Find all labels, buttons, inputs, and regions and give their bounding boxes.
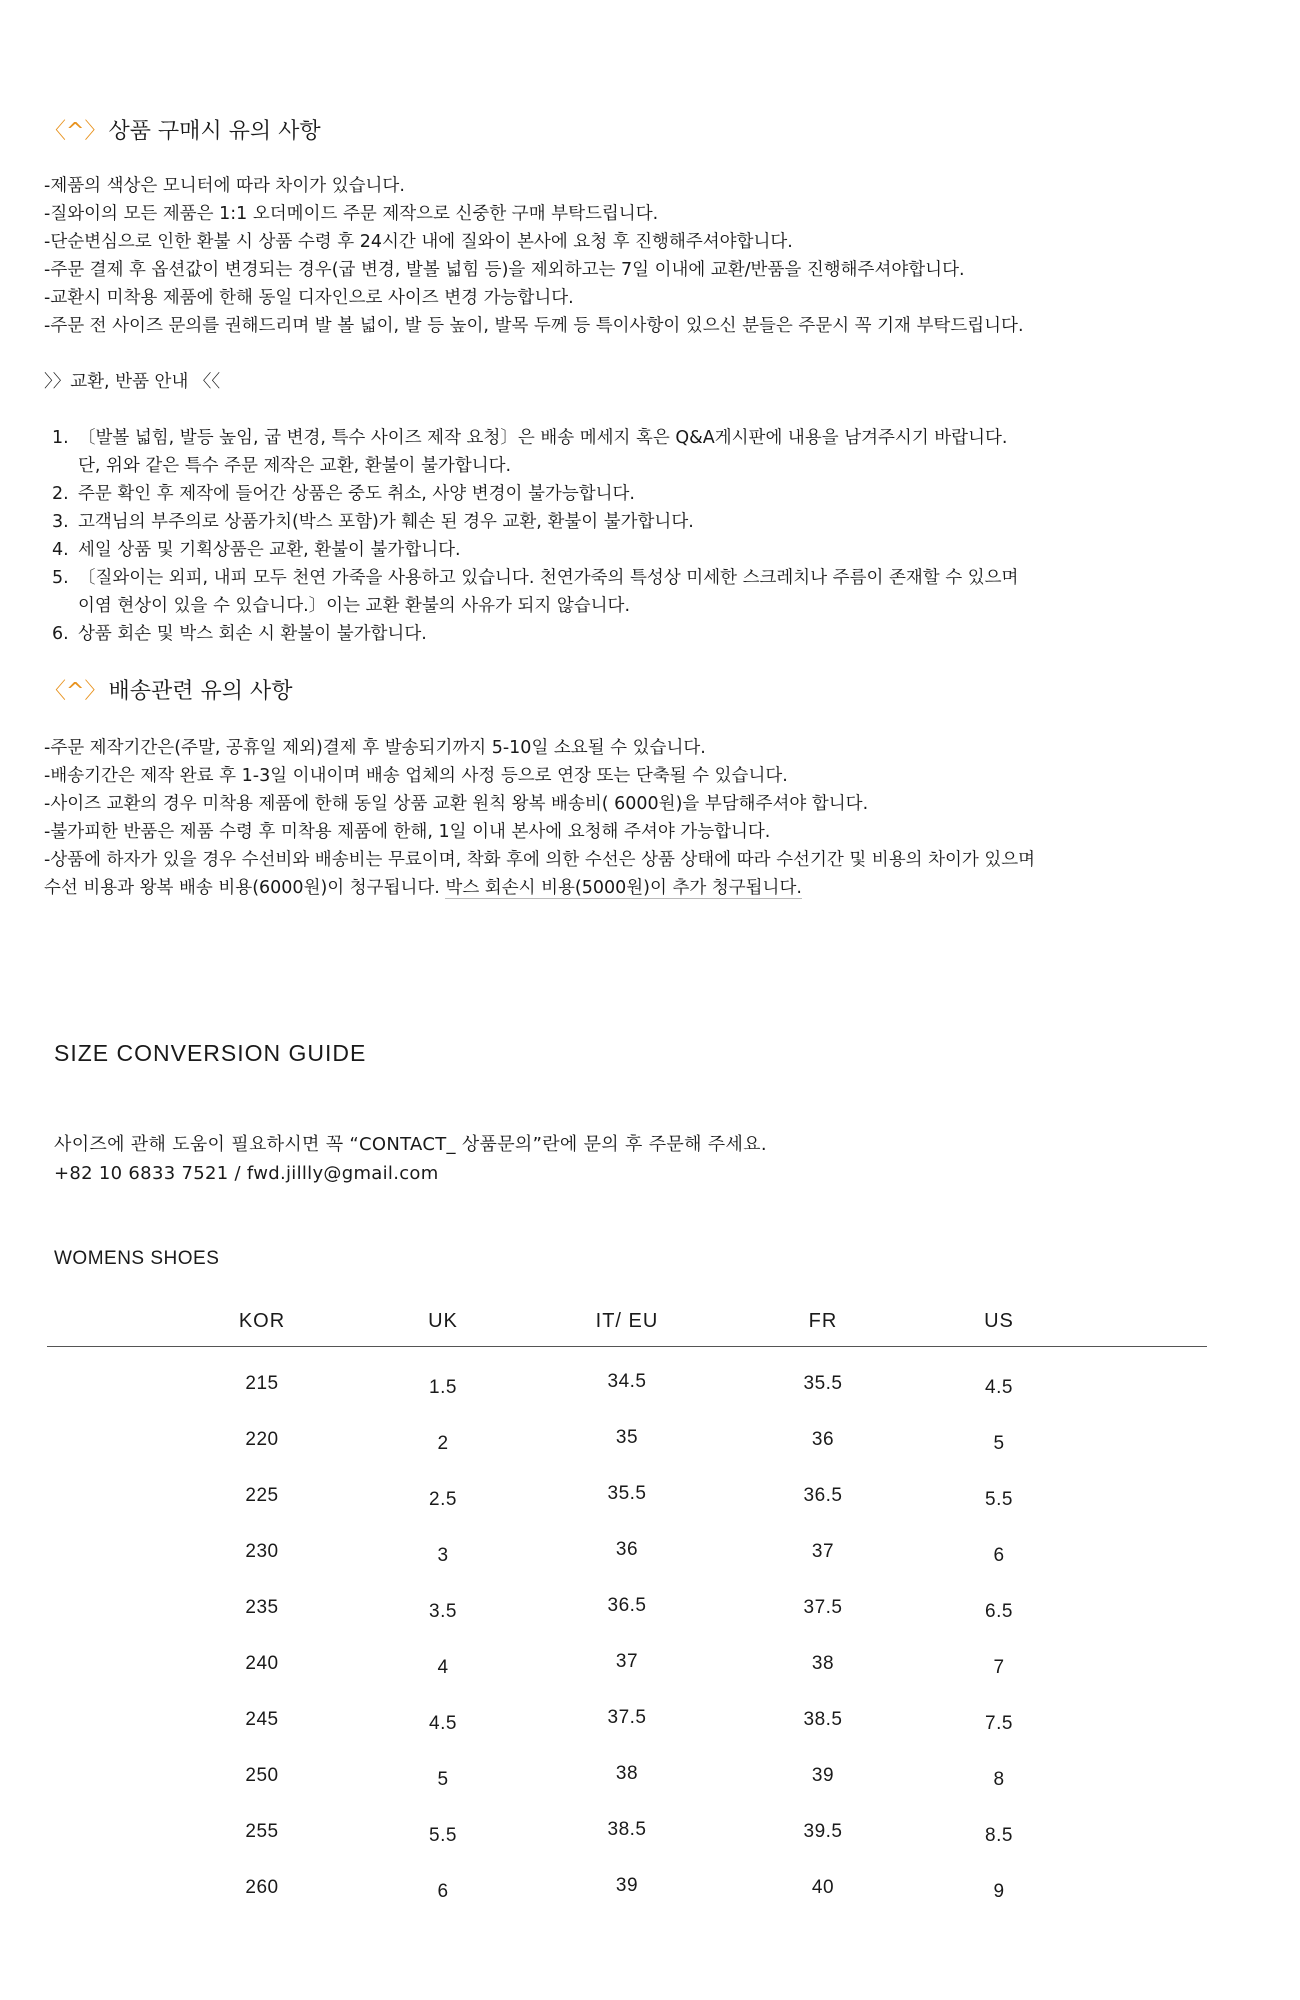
table-cell: 3.5: [429, 1601, 457, 1622]
table-cell: 36: [811, 1429, 835, 1450]
table-body: [47, 1347, 1207, 1907]
table-cell: 2: [437, 1433, 449, 1454]
notice-line: -교환시 미착용 제품에 한해 동일 디자인으로 사이즈 변경 가능합니다.: [44, 288, 574, 308]
purchase-notice-heading: 상품 구매시 유의 사항: [108, 119, 321, 144]
table-cell: 250: [245, 1765, 279, 1786]
table-cell: 35.5: [607, 1483, 647, 1504]
table-cell: 9: [993, 1881, 1005, 1902]
table-cell: 6: [993, 1545, 1005, 1566]
table-row: [47, 1403, 1207, 1459]
column-header: UK: [428, 1310, 458, 1332]
shipping-notice-title: [44, 674, 292, 705]
table-row: [47, 1571, 1207, 1627]
notice-line: -단순변심으로 인한 환불 시 상품 수령 후 24시간 내에 질와이 본사에 요청 후 진행해주셔야합니다.: [44, 232, 793, 252]
column-header: IT/ EU: [595, 1310, 659, 1332]
shipping-line: -상품에 하자가 있을 경우 수선비와 배송비는 무료이며, 착화 후에 의한 수선은 상품 상태에 따라 수선기간 및 비용의 차이가 있으며: [44, 850, 1036, 870]
shipping-line: -배송기간은 제작 완료 후 1-3일 이내이며 배송 업체의 사정 등으로 연장 또는 단축될 수 있습니다.: [44, 766, 788, 786]
shipping-line: -주문 제작기간은(주말, 공휴일 제외)결제 후 발송되기까지 5-10일 소요될 수 있습니다.: [44, 738, 706, 758]
table-cell: 8.5: [985, 1825, 1013, 1846]
table-cell: 5: [437, 1769, 449, 1790]
table-cell: 255: [245, 1821, 279, 1842]
column-header: US: [984, 1310, 1014, 1332]
table-cell: 4: [437, 1657, 449, 1678]
table-cell: 8: [993, 1769, 1005, 1790]
table-cell: 37.5: [607, 1707, 647, 1728]
table-cell: 6.5: [985, 1601, 1013, 1622]
table-cell: 7: [993, 1657, 1005, 1678]
table-cell: 4.5: [985, 1377, 1013, 1398]
table-row: [47, 1851, 1207, 1907]
shipping-line: -사이즈 교환의 경우 미착용 제품에 한해 동일 상품 교환 원칙 왕복 배송비( 6000원)을 부담해주셔야 합니다.: [44, 794, 869, 814]
notice-line: -주문 전 사이즈 문의를 권해드리며 발 볼 넓이, 발 등 높이, 발목 두께 등 특이사항이 있으신 분들은 주문시 꼭 기재 부탁드립니다.: [44, 316, 1024, 336]
table-row: [47, 1347, 1207, 1403]
contact-note: 사이즈에 관해 도움이 필요하시면 꼭 “CONTACT_ 상품문의”란에 문의 후 주문해 주세요.: [54, 1134, 767, 1155]
list-item: 3. 고객님의 부주의로 상품가치(박스 포함)가 훼손 된 경우 교환, 환불이 불가합니다.: [52, 512, 694, 532]
size-category: WOMENS SHOES: [54, 1248, 220, 1269]
table-cell: 37.5: [803, 1597, 843, 1618]
column-header: KOR: [238, 1310, 286, 1332]
table-row: [47, 1515, 1207, 1571]
table-cell: 37: [615, 1651, 639, 1672]
list-item: 1. 〔발볼 넓힘, 발등 높임, 굽 변경, 특수 사이즈 제작 요청〕은 배송 메세지 혹은 Q&A게시판에 내용을 남겨주시기 바랍니다.: [52, 428, 1008, 448]
caret-icon: 〈^〉: [44, 679, 107, 704]
table-cell: 4.5: [429, 1713, 457, 1734]
caret-icon: 〈^〉: [44, 119, 107, 144]
table-cell: 37: [811, 1541, 835, 1562]
table-row: [47, 1739, 1207, 1795]
table-cell: 38.5: [607, 1819, 647, 1840]
table-cell: 230: [245, 1541, 279, 1562]
size-guide-contact: [54, 1130, 767, 1188]
table-cell: 39: [615, 1875, 639, 1896]
table-cell: 215: [245, 1373, 279, 1394]
table-cell: 220: [245, 1429, 279, 1450]
box-damage-fee-note: 박스 회손시 비용(5000원)이 추가 청구됩니다.: [445, 878, 802, 898]
table-cell: 38: [811, 1653, 835, 1674]
table-cell: 39: [811, 1765, 835, 1786]
table-cell: 34.5: [607, 1371, 647, 1392]
size-guide-title: SIZE CONVERSION GUIDE: [54, 1040, 367, 1066]
table-row: [47, 1683, 1207, 1739]
shipping-notice-heading: 배송관련 유의 사항: [108, 679, 293, 704]
table-cell: 2.5: [429, 1489, 457, 1510]
exchange-heading: 〉〉교환, 반품 안내 〈〈: [44, 372, 221, 392]
purchase-notice-list: [44, 172, 1024, 340]
list-item-continuation: 이염 현상이 있을 수 있습니다.〕이는 교환 환불의 사유가 되지 않습니다.: [78, 596, 631, 616]
table-cell: 36.5: [607, 1595, 647, 1616]
table-cell: 260: [245, 1877, 279, 1898]
table-row: [47, 1795, 1207, 1851]
table-cell: 7.5: [985, 1713, 1013, 1734]
contact-info: +82 10 6833 7521 / fwd.jillly@gmail.com: [54, 1163, 439, 1184]
table-cell: 39.5: [803, 1821, 843, 1842]
table-cell: 40: [811, 1877, 835, 1898]
table-cell: 225: [245, 1485, 279, 1506]
size-table: [47, 1300, 1207, 1907]
notice-line: -제품의 색상은 모니터에 따라 차이가 있습니다.: [44, 176, 405, 196]
table-cell: 38: [615, 1763, 639, 1784]
table-cell: 5: [993, 1433, 1005, 1454]
notice-line: -질와이의 모든 제품은 1:1 오더메이드 주문 제작으로 신중한 구매 부탁드립니다.: [44, 204, 659, 224]
table-cell: 5.5: [429, 1825, 457, 1846]
table-cell: 36: [615, 1539, 639, 1560]
table-cell: 1.5: [429, 1377, 457, 1398]
shipping-line-last: 수선 비용과 왕복 배송 비용(6000원)이 청구됩니다. 박스 회손시 비용(5000원)이 추가 청구됩니다.: [44, 878, 802, 898]
table-cell: 38.5: [803, 1709, 843, 1730]
table-cell: 36.5: [803, 1485, 843, 1506]
table-cell: 235: [245, 1597, 279, 1618]
list-item-continuation: 단, 위와 같은 특수 주문 제작은 교환, 환불이 불가합니다.: [78, 456, 512, 476]
table-cell: 5.5: [985, 1489, 1013, 1510]
table-cell: 35: [615, 1427, 639, 1448]
table-row: [47, 1627, 1207, 1683]
table-cell: 240: [245, 1653, 279, 1674]
list-item: 4. 세일 상품 및 기획상품은 교환, 환불이 불가합니다.: [52, 540, 461, 560]
table-header: [47, 1300, 1207, 1347]
column-header: FR: [808, 1310, 838, 1332]
list-item: 5. 〔질와이는 외피, 내피 모두 천연 가죽을 사용하고 있습니다. 천연가죽의 특성상 미세한 스크레치나 주름이 존재할 수 있으며: [52, 568, 1019, 588]
list-item: 2. 주문 확인 후 제작에 들어간 상품은 중도 취소, 사양 변경이 불가능합니다.: [52, 484, 635, 504]
exchange-list: [52, 424, 1018, 648]
table-cell: 245: [245, 1709, 279, 1730]
shipping-notice-list: [44, 734, 1035, 902]
table-cell: 6: [437, 1881, 449, 1902]
list-item: 6. 상품 회손 및 박스 회손 시 환불이 불가합니다.: [52, 624, 427, 644]
table-row: [47, 1459, 1207, 1515]
table-cell: 35.5: [803, 1373, 843, 1394]
shipping-line: -불가피한 반품은 제품 수령 후 미착용 제품에 한해, 1일 이내 본사에 요청해 주셔야 가능합니다.: [44, 822, 771, 842]
purchase-notice-title: [44, 114, 321, 145]
notice-line: -주문 결제 후 옵션값이 변경되는 경우(굽 변경, 발볼 넓힘 등)을 제외하고는 7일 이내에 교환/반품을 진행해주셔야합니다.: [44, 260, 965, 280]
table-cell: 3: [437, 1545, 449, 1566]
